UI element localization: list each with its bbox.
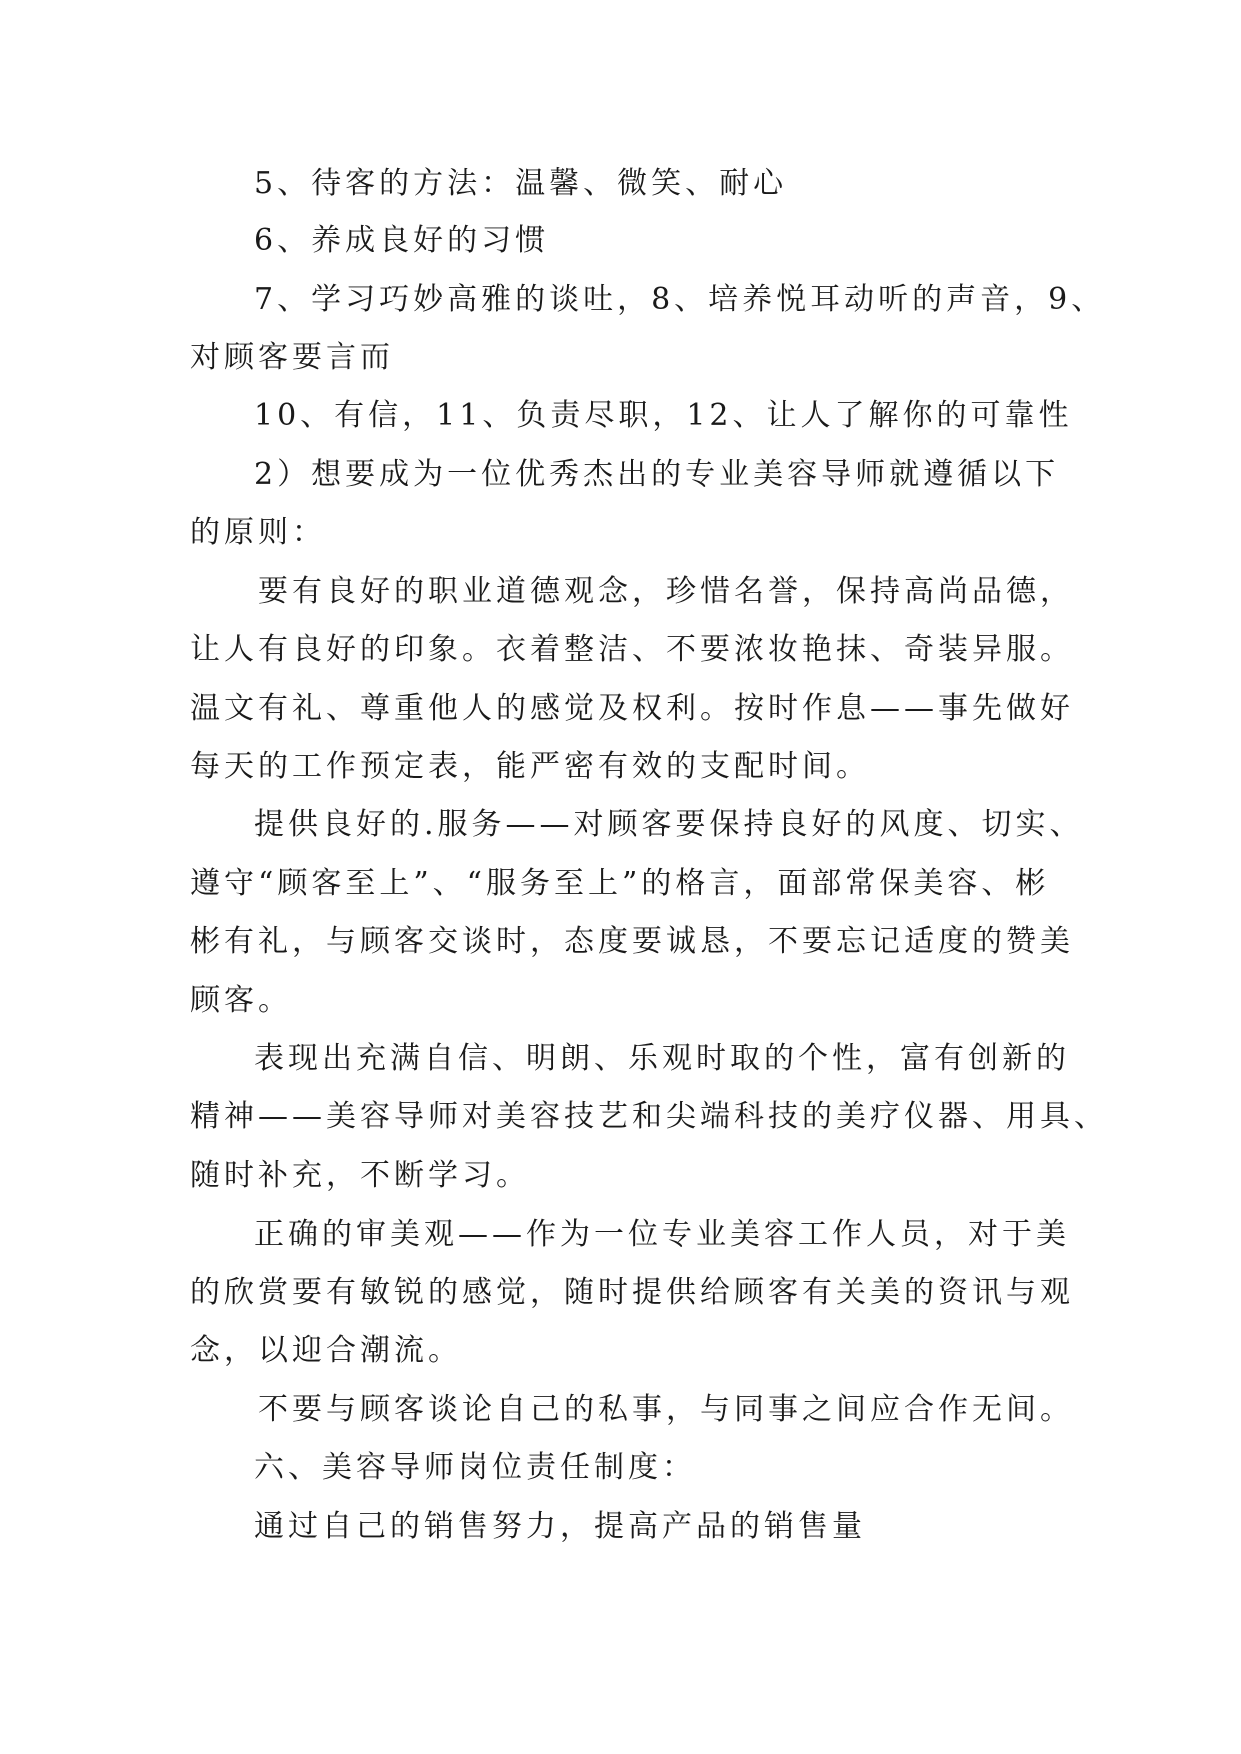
text-line: 六、美容导师岗位责任制度： xyxy=(254,1450,696,1485)
text-line: 要有良好的职业道德观念，珍惜名誉，保持高尚品德， xyxy=(258,574,1074,609)
text-line: 不要与顾客谈论自己的私事，与同事之间应合作无间。 xyxy=(258,1392,1074,1427)
text-line: 每天的工作预定表，能严密有效的支配时间。 xyxy=(190,749,870,784)
text-line: 让人有良好的印象。衣着整洁、不要浓妆艳抹、奇装异服。 xyxy=(190,632,1074,667)
text-line: 念，以迎合潮流。 xyxy=(190,1333,462,1368)
text-line: 正确的审美观——作为一位专业美容工作人员，对于美 xyxy=(254,1217,1070,1252)
text-line: 提供良好的.服务——对顾客要保持良好的风度、切实、 xyxy=(254,807,1084,842)
text-line: 遵守“顾客至上”、“服务至上”的格言，面部常保美容、彬 xyxy=(190,866,1050,901)
text-line: 2）想要成为一位优秀杰出的专业美容导师就遵循以下 xyxy=(254,457,1060,492)
text-line: 6、养成良好的习惯 xyxy=(254,223,550,258)
text-line: 通过自己的销售努力，提高产品的销售量 xyxy=(254,1509,866,1544)
text-line: 顾客。 xyxy=(190,983,292,1018)
text-line: 精神——美容导师对美容技艺和尖端科技的美疗仪器、用具、 xyxy=(190,1099,1108,1134)
text-line: 彬有礼，与顾客交谈时，态度要诚恳，不要忘记适度的赞美 xyxy=(190,924,1074,959)
text-line: 随时补充，不断学习。 xyxy=(190,1158,530,1193)
text-line: 7、学习巧妙高雅的谈吐，8、培养悦耳动听的声音，9、 xyxy=(254,282,1106,317)
text-line: 5、待客的方法：温馨、微笑、耐心 xyxy=(254,166,788,201)
text-line: 对顾客要言而 xyxy=(190,340,394,375)
text-line: 温文有礼、尊重他人的感觉及权利。按时作息——事先做好 xyxy=(190,691,1074,726)
text-line: 的欣赏要有敏锐的感觉，随时提供给顾客有关美的资讯与观 xyxy=(190,1275,1074,1310)
text-line: 的原则： xyxy=(190,515,326,550)
text-line: 10、有信，11、负责尽职，12、让人了解你的可靠性 xyxy=(254,398,1073,433)
text-line: 表现出充满自信、明朗、乐观时取的个性，富有创新的 xyxy=(254,1041,1070,1076)
